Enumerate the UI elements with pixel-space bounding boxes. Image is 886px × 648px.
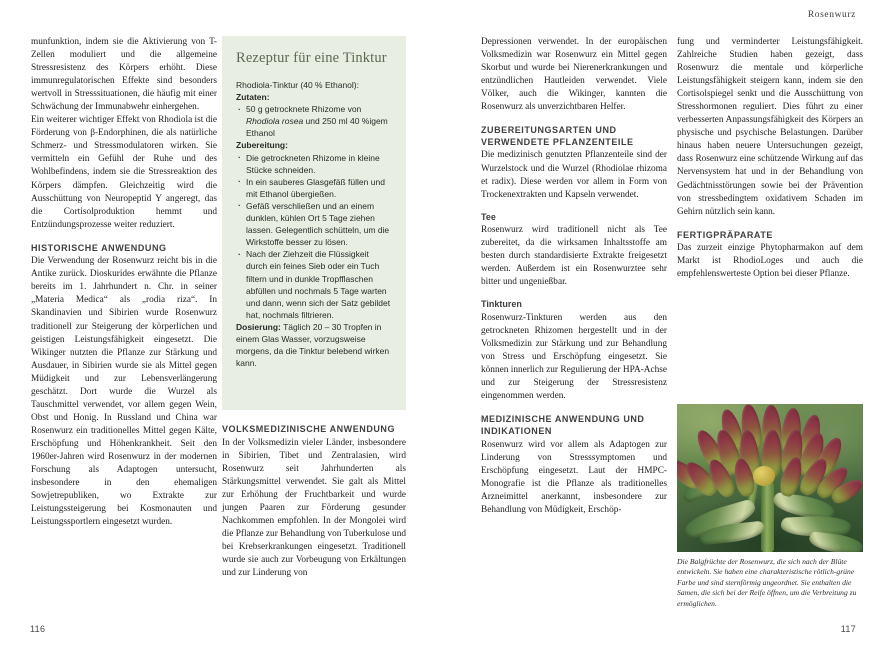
figure-caption: Die Balgfrüchte der Rosenwurz, die sich nach der Blüte entwickeln. Sie haben eine charakteristische rötlich-grüne Farbe und sind sternförmig angeordnet. Sie enthalten die Samen, die sich bei der Reife öffnen, um die Verbreitung zu ermöglichen. (677, 557, 857, 608)
list-item: · In ein sauberes Glasgefäß füllen und mit Ethanol übergießen. (246, 176, 392, 200)
section-heading-medizinische-anwendung: MEDIZINISCHE ANWENDUNG UND INDIKATIONEN (481, 414, 645, 436)
paragraph: Rosenwurz wird traditionell nicht als Tee zubereitet, da die wirksamen Inhaltsstoffe am besten durch standardisierte Extrakte freigesetzt werden. Außerdem ist ein Rosenwurztee sehr bitter und ungenießbar. (481, 225, 667, 288)
section-heading-zubereitungsarten: ZUBEREITUNGSARTEN UND VERWENDETE PFLANZENTEILE (481, 125, 634, 147)
text-column-2 (222, 424, 406, 580)
paragraph: In der Volksmedizin vieler Länder, insbesondere in Sibirien, Tibet und Zentralasien, wird Rosenwurz seit Jahrhunderten als Stärkungsmittel verwendet. Sie galt als Mittel zur Erhöhung der Fruchtbarkeit und wurde jungen Paaren zur Förderung gesunder Nachkommen empfohlen. In der Mongolei wird die Pflanze zur Behandlung von Tuberkulose und bei Krebserkrankungen eingesetzt. Traditionell wurde sie auch zur Vorbeugung von Erkältungen und zur Linderung von (222, 437, 406, 579)
recipe-intro: Rhodiola-Tinktur (40 % Ethanol): (236, 80, 359, 90)
running-head: Rosenwurz (807, 10, 856, 20)
list-item: · 50 g getrocknete Rhizome von Rhodiola rosea und 250 ml 40 %igem Ethanol (246, 103, 392, 139)
flower-core (753, 466, 775, 486)
recipe-dosage-label: Dosierung: (236, 321, 281, 332)
section-heading-fertigpraeparate: FERTIGPRÄPARATE (677, 229, 773, 240)
subheading-tinkturen: Tinkturen (481, 299, 522, 310)
paragraph: Ein weiterer wichtiger Effekt von Rhodiola ist die Förderung von β-Endorphinen, die als natürliche Schmerz- und Stressmodulatoren wirken. Sie vermitteln ein Gefühl der Ruhe und des Wohlbefindens, indem sie die Stressreaktion des Körpers dämpfen. Gleichzeitig wird die Ausschüttung von Neuropeptid Y angeregt, das die Cortisolproduktion hemmt und Entzündungsprozesse weiter reduziert. (31, 115, 217, 230)
text-column-3 (481, 36, 667, 517)
paragraph: Rosenwurz wird vor allem als Adaptogen zur Linderung von Stresssymptomen und Erschöpfung eingesetzt. Laut der HMPC-Monografie ist die Pflanze als traditionelles Arzneimittel anerkannt, insbesondere zur Behandlung von Müdigkeit, Erschöp- (481, 439, 667, 515)
recipe-dosage-text: Täglich 20 – 30 Tropfen in einem Glas Wasser, vorzugsweise morgens, da die Tinktur belebend wirken kann. (236, 321, 390, 369)
recipe-steps-list (236, 152, 392, 321)
paragraph: fung und verminderter Leistungsfähigkeit. Zahlreiche Studien haben gezeigt, dass Rosenwurz die mentale und körperliche Leistungsfähigkeit steigern kann, indem sie den Cortisolspiegel senkt und die Ausschüttung von Stresshormonen reguliert. Dies führt zu einer verbesserten Anpassungsfähigkeit des Körpers an physische und psychische Belastungen. Darüber hinaus haben neuere Untersuchungen gezeigt, dass Rosenwurz eine schützende Wirkung auf das Nervensystem hat und in der Behandlung von Gedächtnisstörungen sowie bei der Prävention von stressbedingtem oxidativem Schaden im Gehirn nützlich sein kann. (677, 37, 863, 217)
paragraph: Die medizinisch genutzten Pflanzenteile sind der Wurzelstock und die Wurzel (Rhodiolae rhizoma et radix). Diese werden vor allem in Form von Trockenextrakten und Kapseln verwendet. (481, 150, 667, 200)
figure-image-rhodiola-seedpods (677, 404, 863, 552)
text-column-4 (677, 36, 863, 281)
recipe-title: Rezeptur für eine Tinktur (236, 50, 387, 66)
recipe-ingredients-label: Zutaten: (236, 92, 270, 103)
list-item: · Gefäß verschließen und an einem dunklen, kühlen Ort 5 Tage ziehen lassen. Gelegentlich schütteln, um die Wirkstoffe besser zu lösen. (246, 200, 392, 248)
page-number-right: 117 (840, 624, 856, 634)
section-heading-volksmedizinische-anwendung: VOLKSMEDIZINISCHE ANWENDUNG (222, 424, 396, 434)
recipe-callout-box (222, 36, 406, 410)
paragraph: Die Verwendung der Rosenwurz reicht bis in die Antike zurück. Dioskurides erwähnte die Pflanze bereits im 1. Jahrhundert n. Chr. in seiner „Materia Medica“ als „rodia riza“. In Skandinavien und Sibirien wurde Rosenwurz traditionell zur Steigerung der körperlichen und geistigen Leistungsfähigkeit eingesetzt. Die Wikinger nutzten die Pflanze zur Stärkung und Ausdauer, in Sibirien wurde sie als Mittel gegen Müdigkeit und zur Lebensverlängerung geschätzt. Dort wurde die Wurzel als Tauschmittel verwendet, vor allem gegen Wein, Obst und Honig. In Russland und China war Rosenwurz ein traditionelles Mittel gegen Kälte, Erschöpfung und Höhenkrankheit. Seit den 1960er-Jahren wird Rosenwurz in der modernen Forschung als Adaptogen untersucht, insbesondere in den ehemaligen Sowjetrepubliken, wo Extrakte zur Leistungssteigerung bei Kosmonauten und Leistungssportlern eingesetzt wurden. (31, 256, 217, 528)
stem (761, 482, 774, 552)
paragraph: Rosenwurz-Tinkturen werden aus den getrockneten Rhizomen hergestellt und in der Volksmedizin zur Stärkung und zur Behandlung von Stress und Erschöpfung eingesetzt. Sie können innerlich zur Regulierung der HPA-Achse und zur Steigerung der Stressresistenz eingenommen werden. (481, 313, 667, 402)
plant-photo (677, 404, 863, 552)
list-item: · Nach der Ziehzeit die Flüssigkeit durch ein feines Sieb oder ein Tuch filtern und in dunkle Tropfflaschen abfüllen und nochmals 5 Tage warten und dann, wenn sich der Satz gebildet hat, nochmals filtrieren. (246, 248, 392, 321)
paragraph: Depressionen verwendet. In der europäischen Volksmedizin war Rosenwurz ein Mittel gegen Skorbut und wurde bei Nierenerkrankungen und entzündlichen Hautleiden verwendet. Viele Völker, auch die Wikinger, kannten die Rosenwurz als unverzichtbaren Helfer. (481, 37, 667, 113)
paragraph: munfunktion, indem sie die Aktivierung von T-Zellen moduliert und die allgemeine Stressresistenz des Körpers erhöht. Diese immunregulatorischen Effekte sind besonders wertvoll in Stresssituationen, die häufig mit einer Schwächung der Immunabwehr einhergehen. (31, 37, 217, 113)
subheading-tee: Tee (481, 211, 496, 222)
paragraph: Das zurzeit einzige Phytopharmakon auf dem Markt ist RhodioLoges und auch die empfehlenswerteste Option bei dieser Pflanze. (677, 243, 863, 280)
page-number-left: 116 (30, 624, 46, 634)
recipe-ingredients-list (236, 103, 392, 139)
recipe-dosage (236, 321, 392, 369)
section-heading-historische-anwendung: HISTORISCHE ANWENDUNG (31, 242, 167, 253)
recipe-preparation-label: Zubereitung: (236, 140, 288, 151)
list-item: · Die getrockneten Rhizome in kleine Stücke schneiden. (246, 152, 392, 176)
text-column-1 (31, 36, 217, 529)
